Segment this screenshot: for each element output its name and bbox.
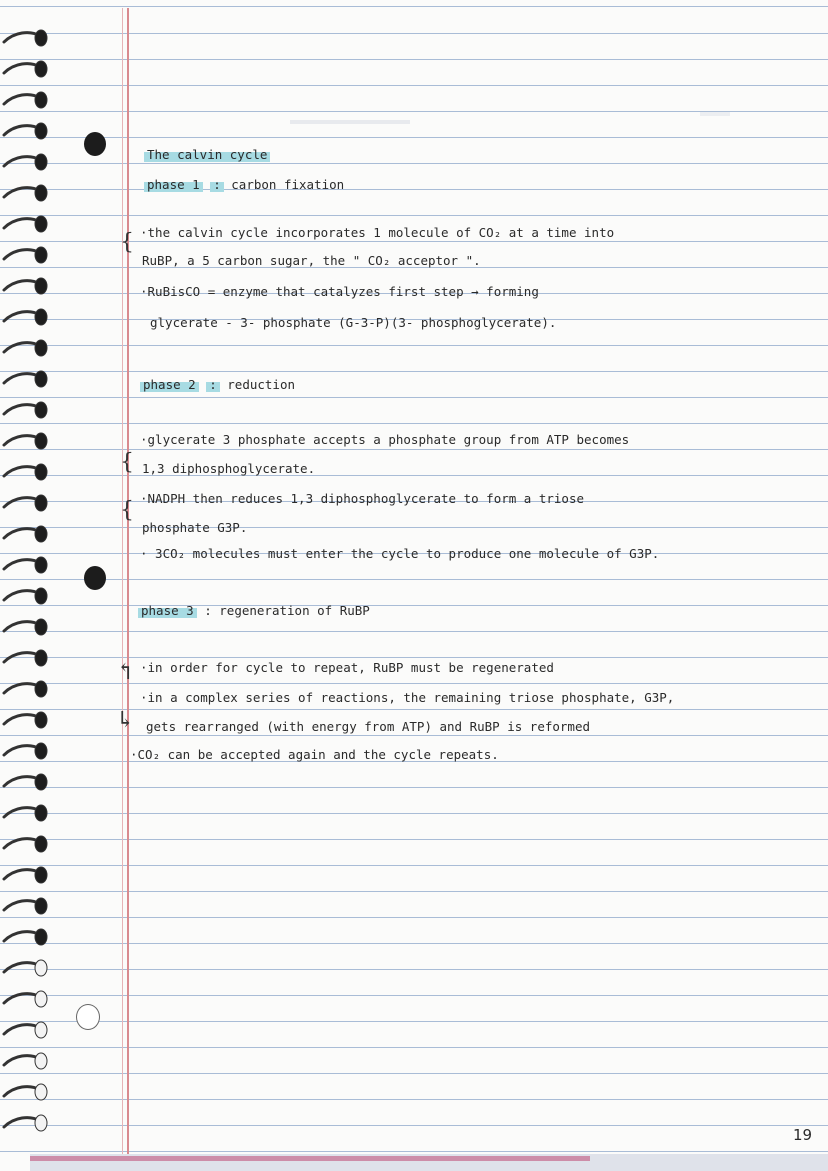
spiral-coil [4, 960, 47, 976]
bracket-mark: { [120, 230, 134, 255]
phase3-line: ·in a complex series of reactions, the remaining triose phosphate, G3P, [140, 690, 675, 705]
spiral-coil [4, 495, 47, 511]
phase3-line: gets rearranged (with energy from ATP) and RuBP is reformed [146, 719, 591, 734]
spiral-coil [4, 650, 47, 666]
spiral-coil [4, 681, 47, 697]
phase3-line: ·CO₂ can be accepted again and the cycle repeats. [130, 747, 499, 762]
bracket-mark: { [120, 498, 134, 523]
punch-hole-middle [84, 566, 106, 590]
phase1-separator: : [210, 177, 224, 192]
spiral-coil [4, 30, 47, 46]
spiral-coil [4, 464, 47, 480]
spiral-coil [4, 340, 47, 356]
spiral-coil [4, 1084, 47, 1100]
phase3-separator: : [204, 603, 212, 618]
spiral-coil [4, 1053, 47, 1069]
punch-hole-top [84, 132, 106, 156]
spiral-coil [4, 526, 47, 542]
spiral-coil [4, 898, 47, 914]
spiral-coil [4, 247, 47, 263]
spiral-coil [4, 216, 47, 232]
spiral-coil [4, 278, 47, 294]
phase1-label: phase 1 [144, 177, 203, 192]
spiral-binding [0, 20, 52, 1150]
spiral-coil [4, 588, 47, 604]
page-title [144, 147, 270, 162]
phase2-title: reduction [227, 377, 296, 392]
phase1-line: ·RuBisCO = enzyme that catalyzes first step → forming [140, 284, 539, 299]
page-title-text: The calvin cycle [144, 147, 270, 162]
phase3-label: phase 3 [138, 603, 197, 618]
spiral-coil [4, 1022, 47, 1038]
spiral-coil [4, 743, 47, 759]
phase2-line: ·NADPH then reduces 1,3 diphosphoglycerate to form a triose [140, 491, 585, 506]
spiral-coil [4, 185, 47, 201]
spiral-coil [4, 154, 47, 170]
spiral-coil [4, 991, 47, 1007]
phase2-line: ·glycerate 3 phosphate accepts a phosphate group from ATP becomes [140, 432, 630, 447]
bleed-through-mark [290, 120, 410, 124]
spiral-coil [4, 402, 47, 418]
phase1-line: ·the calvin cycle incorporates 1 molecule of CO₂ at a time into [140, 225, 615, 240]
phase2-label: phase 2 [140, 377, 199, 392]
spiral-coil [4, 619, 47, 635]
spiral-coil [4, 309, 47, 325]
punch-hole-bottom [76, 1004, 100, 1030]
margin-line-inner [122, 8, 123, 1158]
arrow-mark: ↰ [116, 660, 135, 685]
page-bottom-strip [30, 1156, 590, 1161]
phase3-line: ·in order for cycle to repeat, RuBP must be regenerated [140, 660, 554, 675]
spiral-coil [4, 774, 47, 790]
spiral-coil [4, 433, 47, 449]
phase2-separator: : [206, 377, 220, 392]
phase3-heading [138, 603, 370, 618]
spiral-coil [4, 805, 47, 821]
phase1-line: glycerate - 3- phosphate (G-3-P)(3- phosphoglycerate). [150, 315, 557, 330]
phase2-heading [140, 377, 295, 392]
page-number: 19 [793, 1126, 813, 1144]
phase1-line: RuBP, a 5 carbon sugar, the " CO₂ acceptor ". [142, 253, 481, 268]
spiral-coil [4, 1115, 47, 1131]
spiral-coil [4, 123, 47, 139]
phase2-line: 1,3 diphosphoglycerate. [142, 461, 316, 476]
bleed-through-mark [700, 112, 730, 116]
spiral-coil [4, 867, 47, 883]
spiral-coil [4, 836, 47, 852]
bracket-mark: { [120, 450, 134, 475]
spiral-coil [4, 61, 47, 77]
spiral-coil [4, 929, 47, 945]
spiral-coil [4, 371, 47, 387]
spiral-coil [4, 557, 47, 573]
arrow-mark: ↳ [116, 708, 135, 733]
spiral-coil [4, 92, 47, 108]
phase1-heading [144, 177, 344, 192]
phase1-title: carbon fixation [231, 177, 345, 192]
spiral-coil [4, 712, 47, 728]
margin-line [127, 8, 129, 1158]
phase2-line: phosphate G3P. [142, 520, 248, 535]
phase2-line: · 3CO₂ molecules must enter the cycle to produce one molecule of G3P. [140, 546, 660, 561]
phase3-title: regeneration of RuBP [219, 603, 370, 618]
